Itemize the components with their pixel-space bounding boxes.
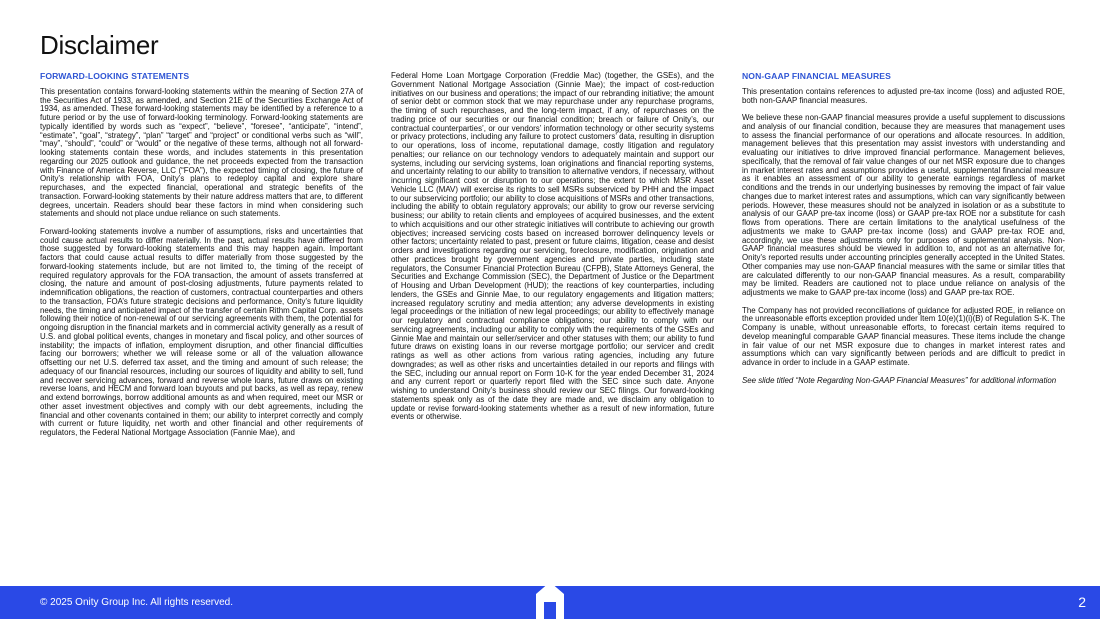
risk-factors-column [391,72,714,431]
forward-looking-paragraph-1: This presentation contains forward-looking statements within the meaning of Section 27A of the Securities Act of 1933, as amended, and Section 21E of the Securities Exchange Act of 1934, as amended. These forward-looking statements may be identified by a reference to a future period or by the use of forward-looking terminology. Forward-looking statements are typically identified by words such as “expect”, “believe”, “foresee”, “anticipate”, “intend”, “estimate”, “goal”, “strategy”, “plan” “target” and “project” or conditional verbs such as “will”, “may”, “should”, “could” or “would” or the negative of these terms, although not all forward-looking statements contain these words, and includes statements in this presentation regarding our 2025 outlook and guidance, the net proceeds expected from the transaction with Finance of America Reverse, LLC (“FOA”), the expected timing of closing, the future of Onity’s relationship with FOA, Onity’s plans to redeploy capital and explore share repurchases, and the expected financial, operational and strategic benefits of the transaction. Forward-looking statements by their nature address matters that are, to different degrees, uncertain. Readers should bear these factors in mind when considering such statements and should not place undue reliance on such statements. [40,86,363,219]
page-title: Disclaimer [40,30,159,60]
footer-bar [0,586,1100,619]
forward-looking-paragraph-2: Forward-looking statements involve a number of assumptions, risks and uncertainties that could cause actual results to differ materially. In the past, actual results have differed from those suggested by forward-looking statements and this may happen again. Important factors that could cause actual results to differ materially from those suggested by the forward-looking statements include, but are not limited to, the timing of the receipt of required regulatory approvals for the FOA transaction, the amount of assets transferred at closing, the nature and amount of post-closing adjustments, future payments related to indemnification obligations, the reaction of customers, contractual counterparties and others to the transaction, FOA’s future strategic decisions and performance, Onity’s future liquidity needs, the timing and anticipated impact of the transfer of certain Rithm Capital Corp. assets following their notice of non-renewal of our servicing agreements with them, the potential for ongoing disruption in the financial markets and in commercial activity generally as a result of U.S. and global political events, changes in monetary and fiscal policy, and other sources of instability; the impacts of inflation, employment disruption, and other financial difficulties facing our borrowers; whether we will release some or all of the valuation allowance offsetting our net U.S. deferred tax asset, and the timing and amount of such release; the adequacy of our financial resources, including our sources of liquidity and ability to sell, fund and recover servicing advances, forward and reverse whole loans, future draws on existing reverse loans, and HECM and forward loan buyouts and put backs, as well as repay, renew and extend borrowings, borrow additional amounts as and when required, meet our MSR or other asset investment objectives and comply with our debt agreements, including the financial and other covenants contained in them; our ability to interpret correctly and comply with current or future liquidity, net worth and other financial and other requirements of regulators, the Federal National Mortgage Association (Fannie Mae), and [40,226,363,437]
onity-logo-icon [535,578,565,619]
forward-looking-heading: FORWARD-LOOKING STATEMENTS [40,71,190,81]
copyright-text: © 2025 Onity Group Inc. All rights reserved. [40,597,234,608]
non-gaap-column [742,72,1065,394]
non-gaap-heading: NON-GAAP FINANCIAL MEASURES [742,71,891,81]
risk-factors-paragraph: Federal Home Loan Mortgage Corporation (Freddie Mac) (together, the GSEs), and the Government National Mortgage Association (Ginnie Mae); the impact of cost-reduction initiatives on our business and operations; the impact of our rebranding initiative; the amount of senior debt or common stock that we may repurchase under any repurchase programs, the timing of such repurchases, and the long-term impact, if any, of repurchases on the trading price of our securities or our financial condition; breach or failure of Onity’s, our contractual counterparties’, or our vendors’ information technology or other security systems or privacy protections, including any failure to protect customers’ data, resulting in disruption to our operations, loss of income, reputational damage, costly litigation and regulatory penalties; our reliance on our technology vendors to adequately maintain and support our systems, including our servicing systems, loan originations and financial reporting systems, and uncertainty relating to our ability to transition to alternative vendors, if necessary, without incurring significant cost or disruption to our operations; the extent to which MSR Asset Vehicle LLC (MAV) will exercise its rights to sell MSRs subserviced by PHH and the impact to our subservicing portfolio; our ability to close acquisitions of MSRs and other transactions, including the ability to obtain regulatory approvals; our ability to grow our reverse servicing business; our ability to retain clients and employees of acquired businesses, and the extent to which acquisitions and our other strategic initiatives will contribute to achieving our growth objectives; increased servicing costs based on increased borrower delinquency levels or other factors; uncertainty related to past, present or future claims, litigation, cease and desist orders and investigations regarding our servicing, foreclosure, modification, origination and other practices brought by government agencies and private parties, including state regulators, the Consumer Financial Protection Bureau (CFPB), State Attorneys General, the Securities and Exchange Commission (SEC), the Department of Justice or the Department of Housing and Urban Development (HUD); the reactions of key counterparties, including lenders, the GSEs and Ginnie Mae, to our regulatory engagements and litigation matters; increased regulatory scrutiny and media attention; any adverse developments in existing legal proceedings or the initiation of new legal proceedings; our ability to effectively manage our regulatory and contractual compliance obligations; our ability to comply with our servicing agreements, including our ability to comply with the requirements of the GSEs and Ginnie Mae and maintain our seller/servicer and other statuses with them; our ability to fund future draws on existing loans in our reverse mortgage portfolio; our servicer and credit ratings as well as other actions from various rating agencies, including any future downgrades; as well as other risks and uncertainties detailed in our reports and filings with the SEC, including our annual report on Form 10-K for the year ended December 31, 2024 and any current report or quarterly report filed with the SEC since such date. Anyone wishing to understand Onity’s business should review our SEC filings. Our forward-looking statements speak only as of the date they are made and, we disclaim any obligation to update or revise forward-looking statements whether as a result of new information, future events or otherwise. [391,71,714,422]
non-gaap-paragraph-3: The Company has not provided reconciliations of guidance for adjusted ROE, in reliance on the unreasonable efforts exception provided under Item 10(e)(1)(i)(B) of Regulation S-K. The Company is unable, without unreasonable efforts, to forecast certain items required to develop meaningful comparable GAAP financial measures. These items include the change in fair value of our net MSR exposure due to changes in market interest rates and assumptions which can vary significantly between periods and are difficult to predict in advance in order to include in a GAAP estimate. [742,305,1065,367]
forward-looking-column [40,72,363,447]
non-gaap-paragraph-1: This presentation contains references to adjusted pre-tax income (loss) and adjusted ROE, both non-GAAP financial measures. [742,86,1065,105]
non-gaap-note: See slide titled “Note Regarding Non-GAAP Financial Measures” for additional information [742,375,1057,385]
page-number: 2 [1078,594,1086,610]
non-gaap-paragraph-2: We believe these non-GAAP financial measures provide a useful supplement to discussions and analysis of our financial condition, because they are measures that management uses to assess the financial performance of our operations and allocate resources. In addition, management believes that this presentation may assist investors with understanding and evaluating our initiatives to drive improved financial performance. Management believes, specifically, that the removal of fair value changes of our net MSR exposure due to changes in market interest rates and assumptions provides a useful, supplemental financial measure as it enables an assessment of our ability to generate earnings regardless of market conditions and the trends in our underlying businesses by removing the impact of fair value changes due to market interest rates and assumptions, which can vary significantly between periods. However, these measures should not be analyzed in isolation or as a substitute to analysis of our GAAP pre-tax income (loss) or GAAP pre-tax ROE nor a substitute for cash flows from operations. There are certain limitations to the analytical usefulness of the adjustments we make to GAAP pre-tax income (loss) and GAAP pre-tax ROE and, accordingly, we use these adjustments only for purposes of supplemental analysis. Non-GAAP financial measures should be viewed in addition to, and not as an alternative for, Onity’s reported results under accounting principles generally accepted in the United States. Other companies may use non-GAAP financial measures with the same or similar titles that are calculated differently to our non-GAAP financial measures. As a result, comparability may be limited. Readers are cautioned not to place undue reliance on analysis of the adjustments we make to GAAP pre-tax income (loss) and GAAP pre-tax ROE. [742,113,1065,297]
